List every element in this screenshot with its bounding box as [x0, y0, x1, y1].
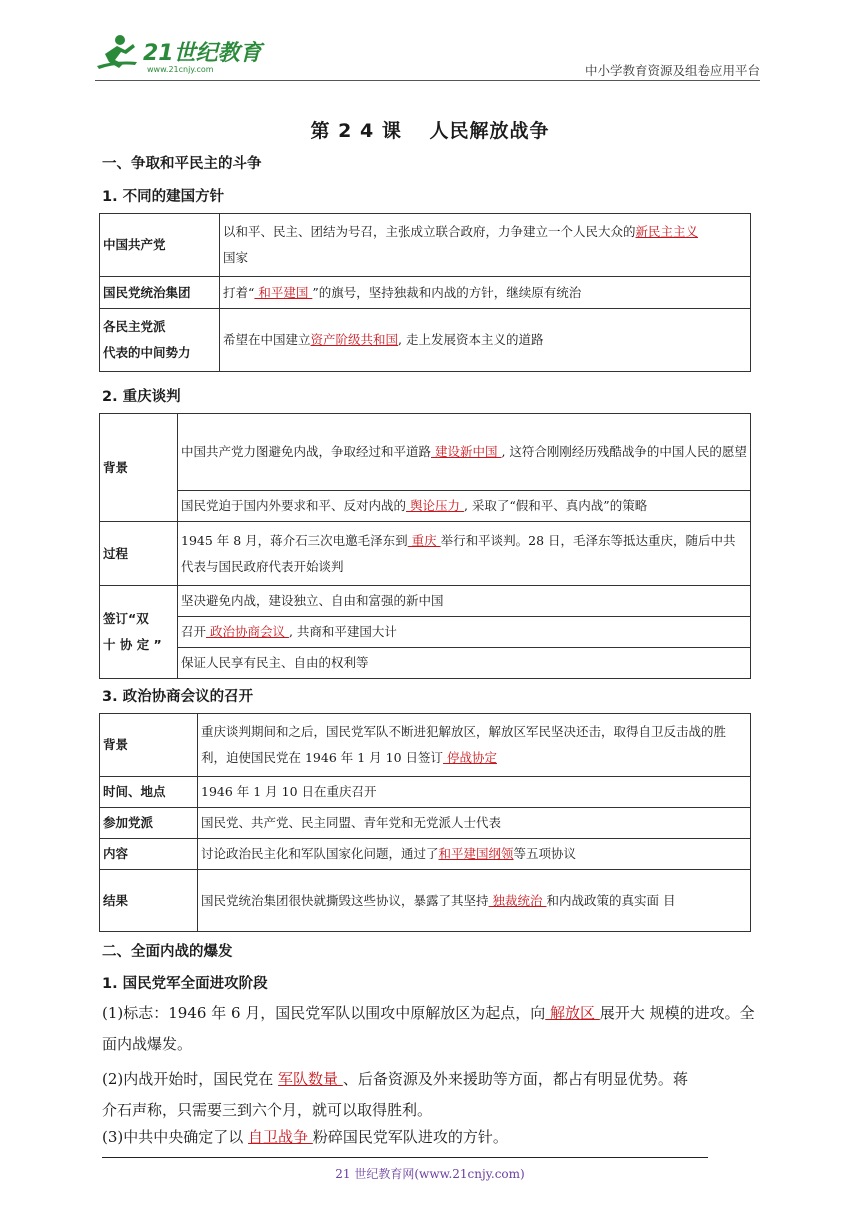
table-row	[100, 870, 751, 932]
footer-divider	[102, 1157, 708, 1158]
answer-blank: 独裁统治	[488, 892, 547, 908]
page-header	[95, 32, 760, 80]
svg-text:21世纪教育: 21世纪教育	[143, 41, 262, 66]
row-label: 中国共产党	[100, 214, 220, 277]
row-content: 讨论政治民主化和军队国家化问题，通过了和平建国纲领等五项协议	[198, 839, 751, 870]
answer-blank: 解放区	[545, 1004, 600, 1022]
row-content: 1945 年 8 月，蒋介石三次电邀毛泽东到 重庆 举行和平谈判。28 日，毛泽东等抵达重庆，随后中共代表与国民政府代表开始谈判	[178, 522, 751, 586]
row-label: 结果	[100, 870, 198, 932]
subheading-kmt-offensive: 1. 国民党军全面进攻阶段	[102, 976, 268, 992]
subheading-building-plans: 1. 不同的建国方针	[102, 189, 225, 205]
table-row	[100, 617, 751, 648]
row-content: 重庆谈判期间和之后，国民党军队不断进犯解放区，解放区军民坚决还击，取得自卫反击战的胜利，迫使国民党在 1946 年 1 月 10 日签订 停战协定	[198, 714, 751, 777]
row-label: 签订“双 十 协 定 ”	[100, 586, 178, 679]
answer-blank: 自卫战争	[248, 1128, 313, 1146]
row-label: 各民主党派 代表的中间势力	[100, 309, 220, 372]
subheading-chongqing: 2. 重庆谈判	[102, 389, 181, 405]
answer-blank: 军队数量	[278, 1070, 343, 1088]
answer-blank: 政治协商会议	[206, 624, 289, 639]
row-label: 背景	[100, 714, 198, 777]
answer-blank: 和平建国	[254, 284, 313, 300]
answer-blank: 停战协定	[443, 750, 497, 765]
table-row	[100, 309, 751, 372]
table-row	[100, 277, 751, 309]
chongqing-table	[99, 413, 751, 679]
site-logo	[95, 32, 265, 76]
table-row	[100, 648, 751, 679]
row-content: 国民党、共产党、民主同盟、青年党和无党派人士代表	[198, 808, 751, 839]
answer-blank: 舆论压力	[406, 498, 464, 513]
row-content: 国民党迫于国内外要求和平、反对内战的 舆论压力 , 采取了“假和平、真内战”的策略	[178, 491, 751, 522]
answer-blank: 重庆	[407, 532, 441, 548]
subheading-political-consultative: 3. 政治协商会议的召开	[102, 689, 254, 705]
row-content: 坚决避免内战，建设独立、自由和富强的新中国	[178, 586, 751, 617]
row-label: 内容	[100, 839, 198, 870]
table-row	[100, 414, 751, 491]
row-label: 参加党派	[100, 808, 198, 839]
section-heading-2: 二、全面内战的爆发	[102, 944, 233, 960]
row-label: 国民党统治集团	[100, 277, 220, 309]
row-content: 保证人民享有民主、自由的权利等	[178, 648, 751, 679]
paragraph-1: (1)标志：1946 年 6 月，国民党军队以围攻中原解放区为起点，向 解放区 展开大 规模的进攻。全面内战爆发。	[102, 1004, 755, 1053]
paragraph-3: (3)中共中央确定了以 自卫战争 粉碎国民党军队进攻的方针。	[102, 1128, 508, 1146]
row-content: 以和平、民主、团结为号召，主张成立联合政府，力争建立一个人民大众的新民主主义 国家	[220, 214, 751, 277]
table-row	[100, 214, 751, 277]
row-content: 国民党统治集团很快就撕毁这些协议，暴露了其坚持 独裁统治 和内战政策的真实面 目	[198, 870, 751, 932]
table-row	[100, 586, 751, 617]
answer-blank: 和平建国纲领	[438, 846, 514, 861]
table-row	[100, 839, 751, 870]
row-content: 召开 政治协商会议 , 共商和平建国大计	[178, 617, 751, 648]
row-label: 过程	[100, 522, 178, 586]
row-content: 打着“ 和平建国 ”的旗号，坚持独裁和内战的方针，继续原有统治	[220, 277, 751, 309]
row-label: 背景	[100, 414, 178, 522]
table-row	[100, 522, 751, 586]
consultative-table	[99, 713, 751, 932]
row-content: 希望在中国建立资产阶级共和国, 走上发展资本主义的道路	[220, 309, 751, 372]
svg-text:www.21cnjy.com: www.21cnjy.com	[147, 65, 214, 74]
answer-blank: 新民主主义	[635, 224, 699, 239]
paragraph-2: (2)内战开始时，国民党在 军队数量 、后备资源及外来援助等方面，都占有明显优势。蒋介石声称，只需要三到六个月，就可以取得胜利。	[102, 1070, 688, 1119]
section-heading-1: 一、争取和平民主的斗争	[102, 156, 262, 172]
answer-blank: 建设新中国	[431, 444, 502, 459]
building-plans-table	[99, 213, 751, 372]
answer-blank: 资产阶级共和国	[310, 332, 399, 347]
platform-name: 中小学教育资源及组卷应用平台	[584, 63, 760, 78]
page-footer: 21 世纪教育网(www.21cnjy.com)	[335, 1167, 525, 1181]
row-content: 中国共产党力图避免内战，争取经过和平道路 建设新中国 , 这符合刚刚经历残酷战争的中国人民的愿望	[178, 414, 751, 491]
table-row	[100, 777, 751, 808]
table-row	[100, 491, 751, 522]
row-label: 时间、地点	[100, 777, 198, 808]
row-content: 1946 年 1 月 10 日在重庆召开	[198, 777, 751, 808]
table-row	[100, 808, 751, 839]
lesson-title: 第 2 4 课 人民解放战争	[310, 120, 550, 142]
table-row	[100, 714, 751, 777]
header-divider	[95, 80, 760, 81]
